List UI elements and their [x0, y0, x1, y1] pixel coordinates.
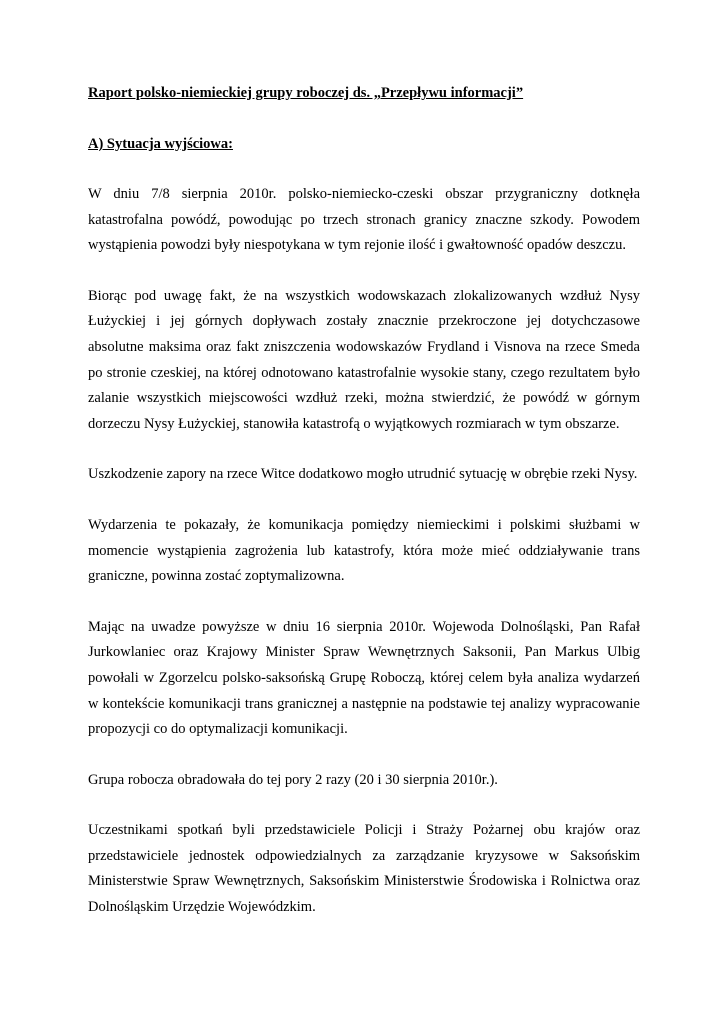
paragraph-1: W dniu 7/8 sierpnia 2010r. polsko-niemiecko-czeski obszar przygraniczny dotknęła katastrofalna powódź, powodując po trzech stronach granicy znaczne szkody. Powodem wystąpienia powodzi były niespotykana w tym rejonie ilość i gwałtowność opadów deszczu. [88, 186, 640, 254]
paragraph-3: Uszkodzenie zapory na rzece Witce dodatkowo mogło utrudnić sytuację w obrębie rzeki Nysy. [88, 466, 638, 483]
section-heading: A) Sytuacja wyjściowa: [88, 136, 233, 152]
paragraph-6: Grupa robocza obradowała do tej pory 2 razy (20 i 30 sierpnia 2010r.). [88, 771, 498, 788]
document-title: Raport polsko-niemieckiej grupy roboczej ds. „Przepływu informacji” [88, 85, 524, 101]
paragraph-2: Biorąc pod uwagę fakt, że na wszystkich wodowskazach zlokalizowanych wzdłuż Nysy Łużyckiej i jej górnych dopływach zostały znacznie przekroczone jej dotychczasowe absolutne maksima oraz fakt zniszczenia wodowskazów Frydland i Visnova na rzece Smeda po stronie czeskiej, na której odnotowano katastrofalnie wysokie stany, czego rezultatem było zalanie wszystkich miejscowości wzdłuż rzeki, można stwierdzić, że powódź w górnym dorzeczu Nysy Łużyckiej, stanowiła katastrofą o wyjątkowych rozmiarach w tym obszarze. [88, 287, 640, 432]
paragraph-5: Mając na uwadze powyższe w dniu 16 sierpnia 2010r. Wojewoda Dolnośląski, Pan Rafał Jurkowlaniec oraz Krajowy Minister Spraw Wewnętrznych Saksonii, Pan Markus Ulbig powołali w Zgorzelcu polsko-saksońską Grupę Roboczą, której celem była analiza wydarzeń w kontekście komunikacji trans granicznej a następnie na podstawie tej analizy wypracowanie propozycji co do optymalizacji komunikacji. [88, 618, 640, 738]
paragraph-7: Uczestnikami spotkań byli przedstawiciele Policji i Straży Pożarnej obu krajów oraz przedstawiciele jednostek odpowiedzialnych za zarządzanie kryzysowe w Saksońskim Ministerstwie Spraw Wewnętrznych, Saksońskim Ministerstwie Środowiska i Rolnictwa oraz Dolnośląskim Urzędzie Wojewódzkim. [88, 822, 640, 916]
document-page [88, 80, 640, 921]
paragraph-4: Wydarzenia te pokazały, że komunikacja pomiędzy niemieckimi i polskimi służbami w momencie wystąpienia zagrożenia lub katastrofy, która może mieć oddziaływanie trans graniczne, powinna zostać zoptymalizowna. [88, 516, 640, 585]
